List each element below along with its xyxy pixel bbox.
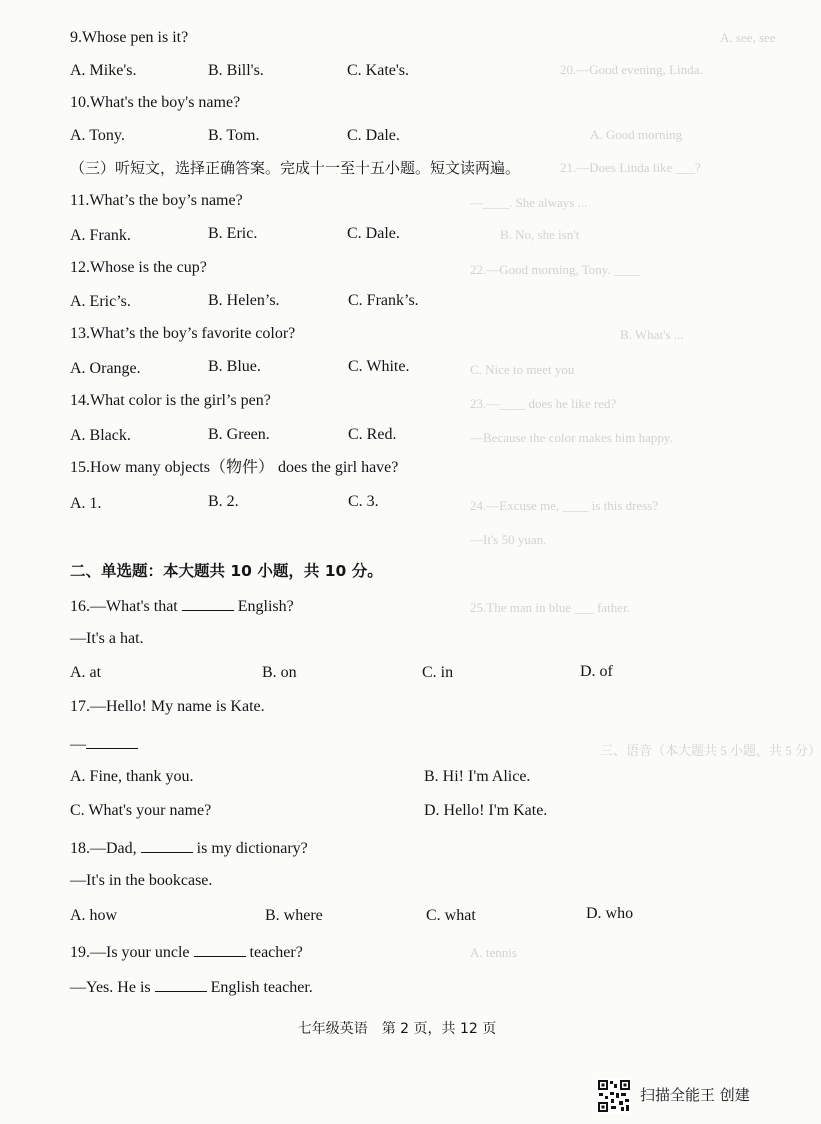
- reply-line: [70, 975, 313, 998]
- option-a: A. Mike's.: [70, 62, 137, 79]
- option-b: B. where: [265, 907, 323, 924]
- option-c: C. Kate's.: [347, 62, 409, 79]
- option-b: B. Blue.: [208, 358, 261, 375]
- option-c: C. Dale.: [347, 225, 400, 242]
- ghost-text: —It's 50 yuan.: [470, 532, 547, 547]
- stem-text: 18.—Dad,: [70, 840, 137, 857]
- question-stem: 12.Whose is the cup?: [70, 259, 207, 276]
- ghost-text: —____. She always ...: [470, 195, 588, 210]
- option-b: B. on: [262, 664, 297, 681]
- option-b: B. Helen’s.: [208, 292, 280, 309]
- question-stem: [70, 594, 294, 617]
- option-a: A. Black.: [70, 427, 131, 444]
- ghost-text: B. No, she isn't: [500, 227, 580, 242]
- ghost-text: 22.—Good morning, Tony. ____: [470, 262, 640, 277]
- question-stem: 10.What's the boy's name?: [70, 94, 241, 111]
- reply-text: English teacher.: [210, 979, 313, 996]
- ghost-text: —Because the color makes him happy.: [470, 430, 673, 445]
- option-d: D. of: [580, 663, 613, 680]
- option-b: B. Green.: [208, 426, 270, 443]
- option-a: A. Frank.: [70, 227, 131, 244]
- stem-text: teacher?: [249, 944, 303, 961]
- option-a: A. Fine, thank you.: [70, 768, 194, 785]
- option-c: C. What's your name?: [70, 802, 212, 819]
- answer-blank: [141, 836, 193, 853]
- reply-line: —It's a hat.: [70, 630, 144, 647]
- answer-blank: [194, 940, 246, 957]
- stem-text: English?: [237, 598, 294, 615]
- option-b: B. Hi! I'm Alice.: [424, 768, 531, 785]
- reply-text: —Yes. He is: [70, 979, 151, 996]
- answer-blank: [182, 594, 234, 611]
- option-c: C. in: [422, 664, 454, 681]
- option-b: B. Eric.: [208, 225, 258, 242]
- scanner-watermark: 扫描全能王 创建: [640, 1086, 750, 1104]
- question-stem: 9.Whose pen is it?: [70, 29, 189, 46]
- option-a: A. 1.: [70, 495, 102, 512]
- section-3-heading: （三）听短文，选择正确答案。完成十一至十五小题。短文读两遍。: [70, 159, 521, 177]
- ghost-text: A. see, see: [720, 30, 776, 45]
- answer-blank: [155, 975, 207, 992]
- ghost-text: B. What's ...: [620, 327, 684, 342]
- question-stem: 13.What’s the boy’s favorite color?: [70, 325, 296, 342]
- option-c: C. what: [426, 907, 476, 924]
- option-a: A. Eric’s.: [70, 293, 131, 310]
- ghost-text: A. Good morning: [590, 127, 683, 142]
- stem-text: 16.—What's that: [70, 598, 178, 615]
- option-b: B. 2.: [208, 493, 239, 510]
- option-a: A. how: [70, 907, 118, 924]
- question-stem: [70, 940, 303, 963]
- option-a: A. at: [70, 664, 102, 681]
- question-stem: 14.What color is the girl’s pen?: [70, 392, 271, 409]
- option-a: A. Tony.: [70, 127, 125, 144]
- question-stem: 17.—Hello! My name is Kate.: [70, 698, 265, 715]
- ghost-text: A. tennis: [470, 945, 517, 960]
- reply-line: —It's in the bookcase.: [70, 872, 213, 889]
- question-stem: 11.What’s the boy’s name?: [70, 192, 243, 209]
- ghost-text: 20.—Good evening, Linda.: [560, 62, 703, 77]
- option-c: C. 3.: [348, 493, 379, 510]
- ghost-text: C. Nice to meet you: [470, 362, 575, 377]
- qr-code-icon: [597, 1079, 631, 1113]
- option-c: C. Red.: [348, 426, 397, 443]
- reply-line: [70, 732, 138, 755]
- section-2-heading: 二、单选题：本大题共 10 小题，共 10 分。: [70, 562, 383, 580]
- option-d: D. Hello! I'm Kate.: [424, 802, 548, 819]
- ghost-text: 25.The man in blue ___ father.: [470, 600, 630, 615]
- page-footer: 七年级英语 第 2 页，共 12 页: [297, 1021, 497, 1037]
- option-b: B. Bill's.: [208, 62, 264, 79]
- reply-dash: —: [70, 736, 86, 753]
- answer-blank: [86, 732, 138, 749]
- question-stem: [70, 836, 308, 859]
- ghost-text: 三、语音（本大题共 5 小题，共 5 分）: [600, 743, 821, 758]
- option-c: C. Frank’s.: [348, 292, 419, 309]
- stem-text: is my dictionary?: [196, 840, 308, 857]
- option-d: D. who: [586, 905, 634, 922]
- ghost-text: 21.—Does Linda like ___?: [560, 160, 701, 175]
- stem-text: 19.—Is your uncle: [70, 944, 190, 961]
- option-b: B. Tom.: [208, 127, 260, 144]
- question-stem: 15.How many objects（物件） does the girl have?: [70, 459, 399, 476]
- option-c: C. White.: [348, 358, 410, 375]
- option-a: A. Orange.: [70, 360, 141, 377]
- ghost-text: 23.—____ does he like red?: [470, 396, 617, 411]
- option-c: C. Dale.: [347, 127, 400, 144]
- ghost-text: 24.—Excuse me, ____ is this dress?: [470, 498, 659, 513]
